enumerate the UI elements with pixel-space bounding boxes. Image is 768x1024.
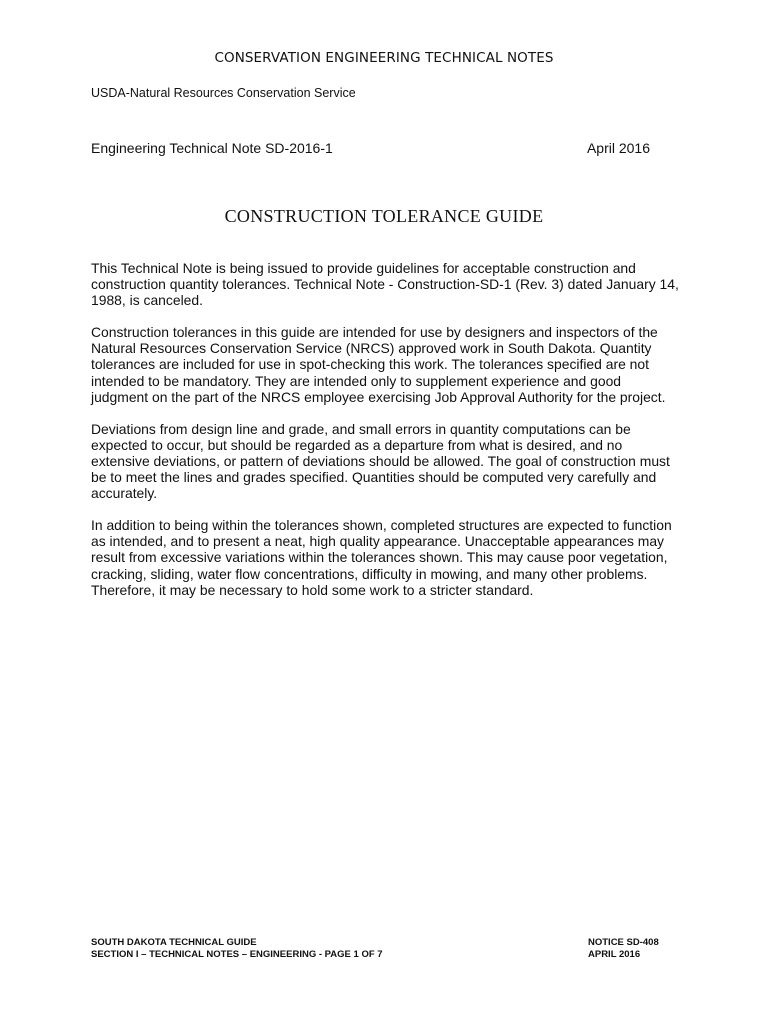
footer-right: [588, 937, 659, 960]
footer-date: APRIL 2016: [588, 948, 641, 960]
document-title: CONSTRUCTION TOLERANCE GUIDE: [224, 206, 544, 226]
footer-section-page: SECTION I – TECHNICAL NOTES – ENGINEERING - PAGE 1 OF 7: [91, 948, 383, 960]
agency-name: USDA-Natural Resources Conservation Service: [91, 86, 356, 100]
footer-notice-number: NOTICE SD-408: [588, 937, 659, 948]
paragraph: Construction tolerances in this guide are intended for use by designers and inspectors of the Natural Resources Conservation Service (NRCS) approved work in South Dakota. Quantity tolerances are included for use in spot-checking this work. The tolerances specified are not intended to be mandatory. They are intended only to supplement experience and good judgment on the part of the NRCS employee exercising Job Approval Authority for the project.: [91, 324, 666, 405]
technical-note-id: Engineering Technical Note SD-2016-1: [91, 140, 333, 156]
series-title: CONSERVATION ENGINEERING TECHNICAL NOTES: [214, 50, 554, 66]
paragraph: This Technical Note is being issued to provide guidelines for acceptable construction and construction quantity tolerances. Technical Note - Construction-SD-1 (Rev. 3) dated January 14, 1988, is canceled.: [91, 260, 679, 309]
note-date: April 2016: [586, 140, 650, 156]
body-text: [91, 260, 681, 614]
paragraph: In addition to being within the tolerances shown, completed structures are expected to function as intended, and to present a neat, high quality appearance. Unacceptable appearances may result from excessive variations within the tolerances shown. This may cause poor vegetation, cracking, sliding, water flow concentrations, difficulty in mowing, and many other problems. Therefore, it may be necessary to hold some work to a stricter standard.: [91, 517, 672, 598]
paragraph: Deviations from design line and grade, and small errors in quantity computations can be expected to occur, but should be regarded as a departure from what is desired, and no extensive deviations, or pattern of deviations should be allowed. The goal of construction must be to meet the lines and grades specified. Quantities should be computed very carefully and accurately.: [91, 420, 670, 502]
footer-guide-name: SOUTH DAKOTA TECHNICAL GUIDE: [91, 937, 257, 948]
footer-left: [91, 937, 383, 960]
